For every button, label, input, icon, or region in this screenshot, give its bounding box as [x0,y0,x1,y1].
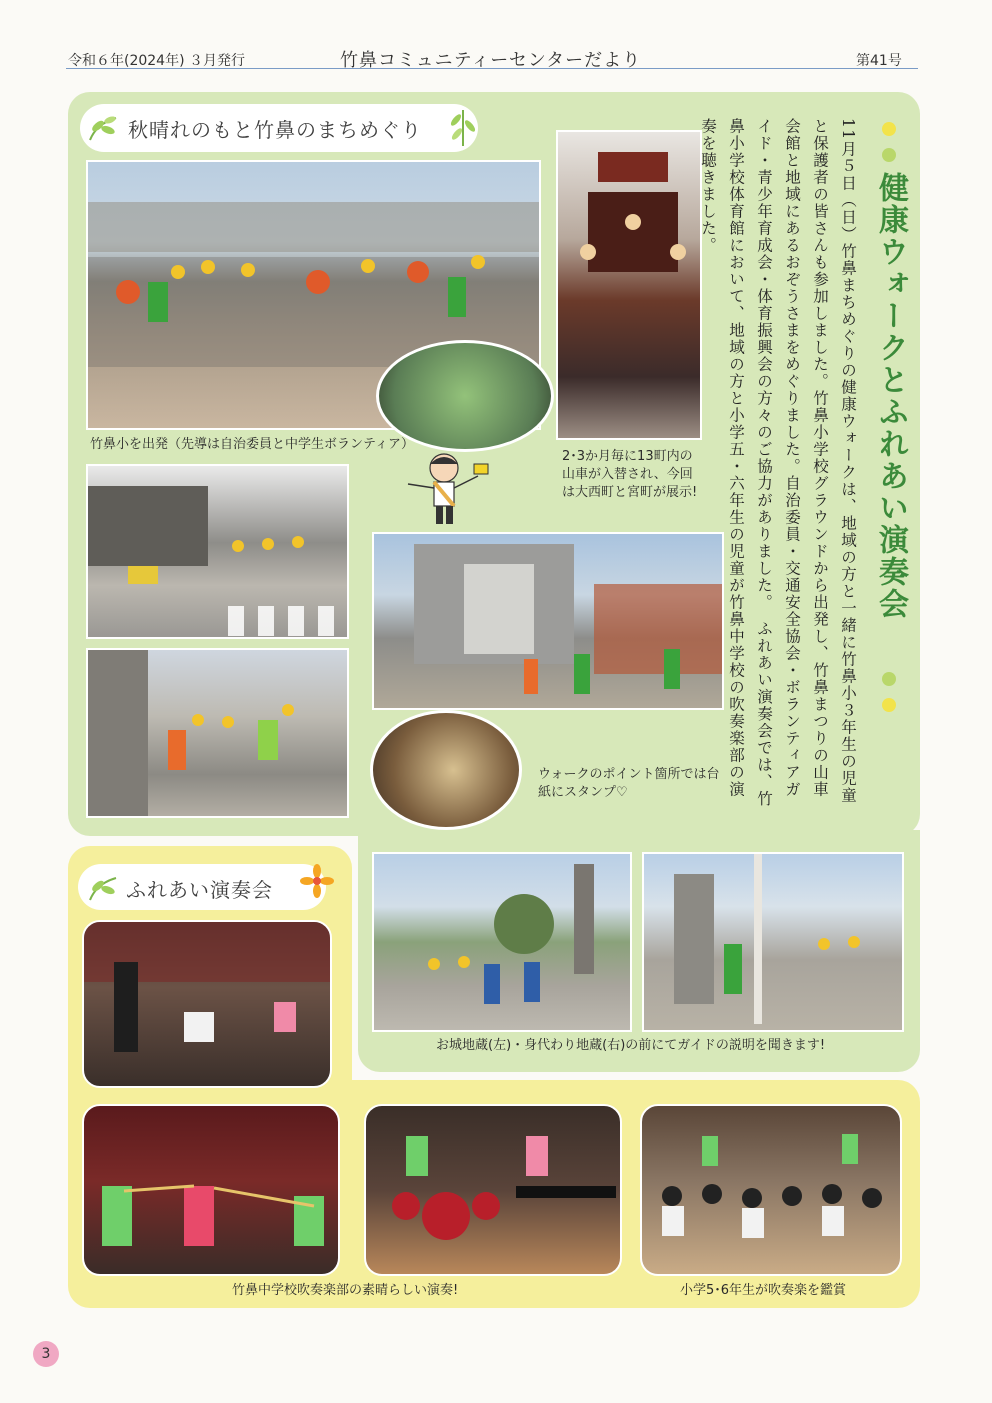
caption-float: 2･3か月毎に13町内の山車が入替され、今回は大西町と宮町が展示! [562,449,698,500]
issue-date: 令和６年(2024年) ３月発行 [68,53,246,69]
header-rule [66,68,918,69]
photo-substitute-jizo [642,852,904,1032]
caption-students: 小学5･6年生が吹奏楽を鑑賞 [680,1283,847,1298]
photo-float [556,130,702,440]
sprout-icon [448,104,478,148]
guide-mascot-icon [402,450,494,530]
photo-conductor [82,920,332,1088]
photo-stamp [370,710,522,830]
photo-castle-jizo [372,852,632,1032]
photo-audience [640,1104,902,1276]
walk-heading: 健康ウォークとふれあい演奏会 [873,172,908,620]
walk-section-label-text: 秋晴れのもと竹鼻のまちめぐり [128,118,422,142]
dot-green-2 [882,672,896,686]
flower-icon [300,864,334,898]
photo-volunteers [376,340,554,452]
photo-trumpets [82,1104,340,1276]
photo-street [86,648,349,818]
dot-yellow-2 [882,698,896,712]
dot-green [882,148,896,162]
caption-jizo: お城地蔵(左)・身代わり地蔵(右)の前にてガイドの説明を聞きます! [436,1038,826,1053]
dot-yellow [882,122,896,136]
issue-number: 第41号 [856,53,902,69]
caption-band: 竹鼻中学校吹奏楽部の素晴らしい演奏! [232,1283,459,1298]
page-number: 3 [33,1341,59,1367]
concert-section-label-text: ふれあい演奏会 [126,878,273,902]
walk-body-text: 11月５日（日）竹鼻まちめぐりの健康ウォークは、地域の方と一緒に竹鼻小３年生の児童と保護者の皆さんも参加しました。竹鼻小学校グラウンドから出発し、竹鼻まつりの山車会館と地域にあるおぞうさまをめぐりました。自治委員・交通安全協会・ボランティアガイド・青少年育成会・体育振興会の方々のご協力がありました。 ふれあい演奏会では、竹鼻小学校体育館において、地域の方と小学五・六年生の児童が竹鼻中学校の吹奏楽部の演奏を聴きました。 [699,118,857,808]
photo-drums [364,1104,622,1276]
photo-float-hall [372,532,724,710]
walk-section-label [80,104,478,152]
photo-crosswalk [86,464,349,639]
newsletter-title: 竹鼻コミュニティーセンターだより [340,50,642,71]
leaf-icon-2 [86,872,120,904]
caption-stamp: ウォークのポイント箇所では台紙にスタンプ♡ [538,767,720,800]
leaf-icon [86,112,120,144]
caption-departure: 竹鼻小を出発（先導は自治委員と中学生ボランティア） [90,437,414,452]
